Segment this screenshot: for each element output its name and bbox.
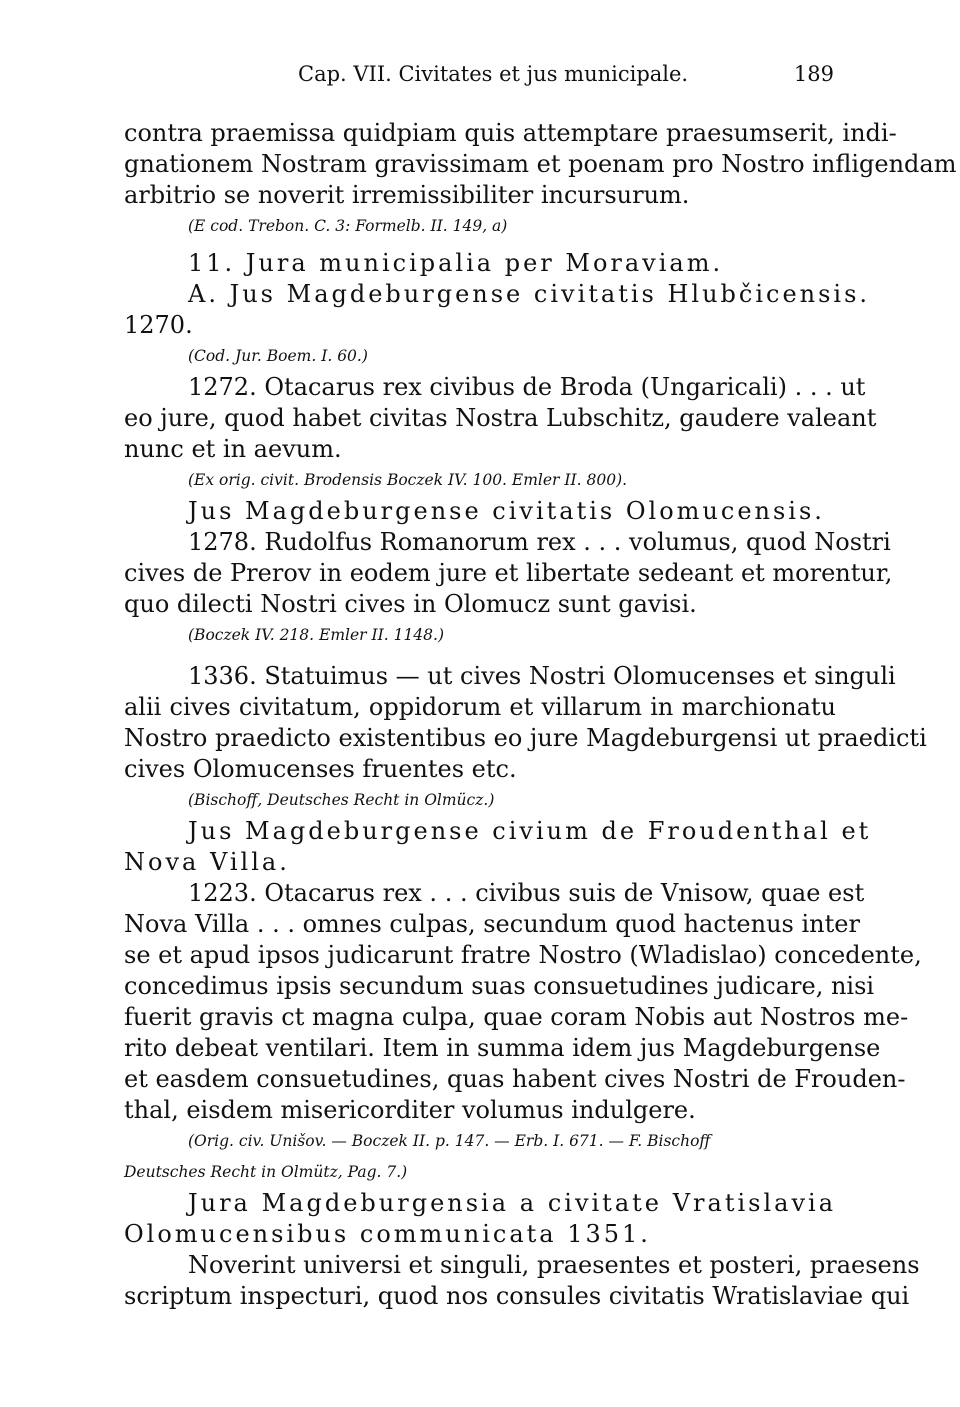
section-heading: Nova Villa. [124,848,290,876]
source-citation: (Orig. civ. Unišov. — Boczek II. p. 147. — Erb. I. 671. — F. Bischoff [188,1132,711,1150]
text-line: Nova Villa . . . omnes culpas, secundum quod hactenus inter [124,910,860,938]
text-line: 1223. Otacarus rex . . . civibus suis de Vnisow, quae est [188,879,865,907]
text-line: concedimus ipsis secundum suas consuetudines judicare, nisi [124,972,875,1000]
source-citation: (Cod. Jur. Boem. I. 60.) [188,347,368,365]
text-line: rito debeat ventilari. Item in summa idem jus Magdeburgense [124,1034,881,1062]
text-line: quo dilecti Nostri cives in Olomucz sunt gavisi. [124,590,697,618]
text-line: eo jure, quod habet civitas Nostra Lubschitz, gaudere valeant [124,404,877,432]
text-line: arbitrio se noverit irremissibiliter incursurum. [124,181,690,209]
text-line: fuerit gravis ct magna culpa, quae coram Nobis aut Nostros me- [124,1003,909,1031]
text-line: Nostro praedicto existentibus eo jure Magdeburgensi ut praedicti [124,724,927,752]
running-title: Cap. VII. Civitates et jus municipale. [298,62,689,86]
source-citation: Deutsches Recht in Olmütz, Pag. 7.) [124,1163,408,1181]
text-line: se et apud ipsos judicarunt fratre Nostro (Wladislao) concedente, [124,941,922,969]
source-citation: (Boczek IV. 218. Emler II. 1148.) [188,626,445,644]
text-line: 1336. Statuimus — ut cives Nostri Olomucenses et singuli [188,662,896,690]
page-header [0,62,960,92]
text-line: 1272. Otacarus rex civibus de Broda (Ungaricali) . . . ut [188,373,866,401]
text-line: cives Olomucenses fruentes etc. [124,755,517,783]
section-heading: Jus Magdeburgense civitatis Olomucensis. [188,497,825,525]
text-line: nunc et in aevum. [124,435,342,463]
section-heading: 11. Jura municipalia per Moraviam. [188,249,724,277]
text-line: gnationem Nostram gravissimam et poenam pro Nostro infligendam [124,150,957,178]
section-heading: Jus Magdeburgense civium de Froudenthal et [188,817,872,845]
text-line: scriptum inspecturi, quod nos consules civitatis Wratislaviae qui [124,1282,910,1310]
page-body [124,118,957,1312]
text-line: 1278. Rudolfus Romanorum rex . . . volumus, quod Nostri [188,528,891,556]
section-heading: Jura Magdeburgensia a civitate Vratislavia [188,1189,836,1217]
page-number: 189 [793,62,834,86]
source-citation: (Ex orig. civit. Brodensis Boczek IV. 100. Emler II. 800). [188,471,628,489]
text-line: Noverint universi et singuli, praesentes et posteri, praesens [188,1251,920,1279]
source-citation: (E cod. Trebon. C. 3: Formelb. II. 149, a) [188,217,508,235]
year-line: 1270. [124,311,193,339]
text-line: alii cives civitatum, oppidorum et villarum in marchionatu [124,693,836,721]
text-line: et easdem consuetudines, quas habent cives Nostri de Frouden- [124,1065,906,1093]
section-heading: Olomucensibus communicata 1351. [124,1220,651,1248]
text-line: contra praemissa quidpiam quis attemptare praesumserit, indi- [124,119,897,147]
section-heading: A. Jus Magdeburgense civitatis Hlubčicensis. [188,280,871,308]
text-line: thal, eisdem misericorditer volumus indulgere. [124,1096,696,1124]
text-line: cives de Prerov in eodem jure et libertate sedeant et morentur, [124,559,893,587]
source-citation: (Bischoff, Deutsches Recht in Olmücz.) [188,791,495,809]
